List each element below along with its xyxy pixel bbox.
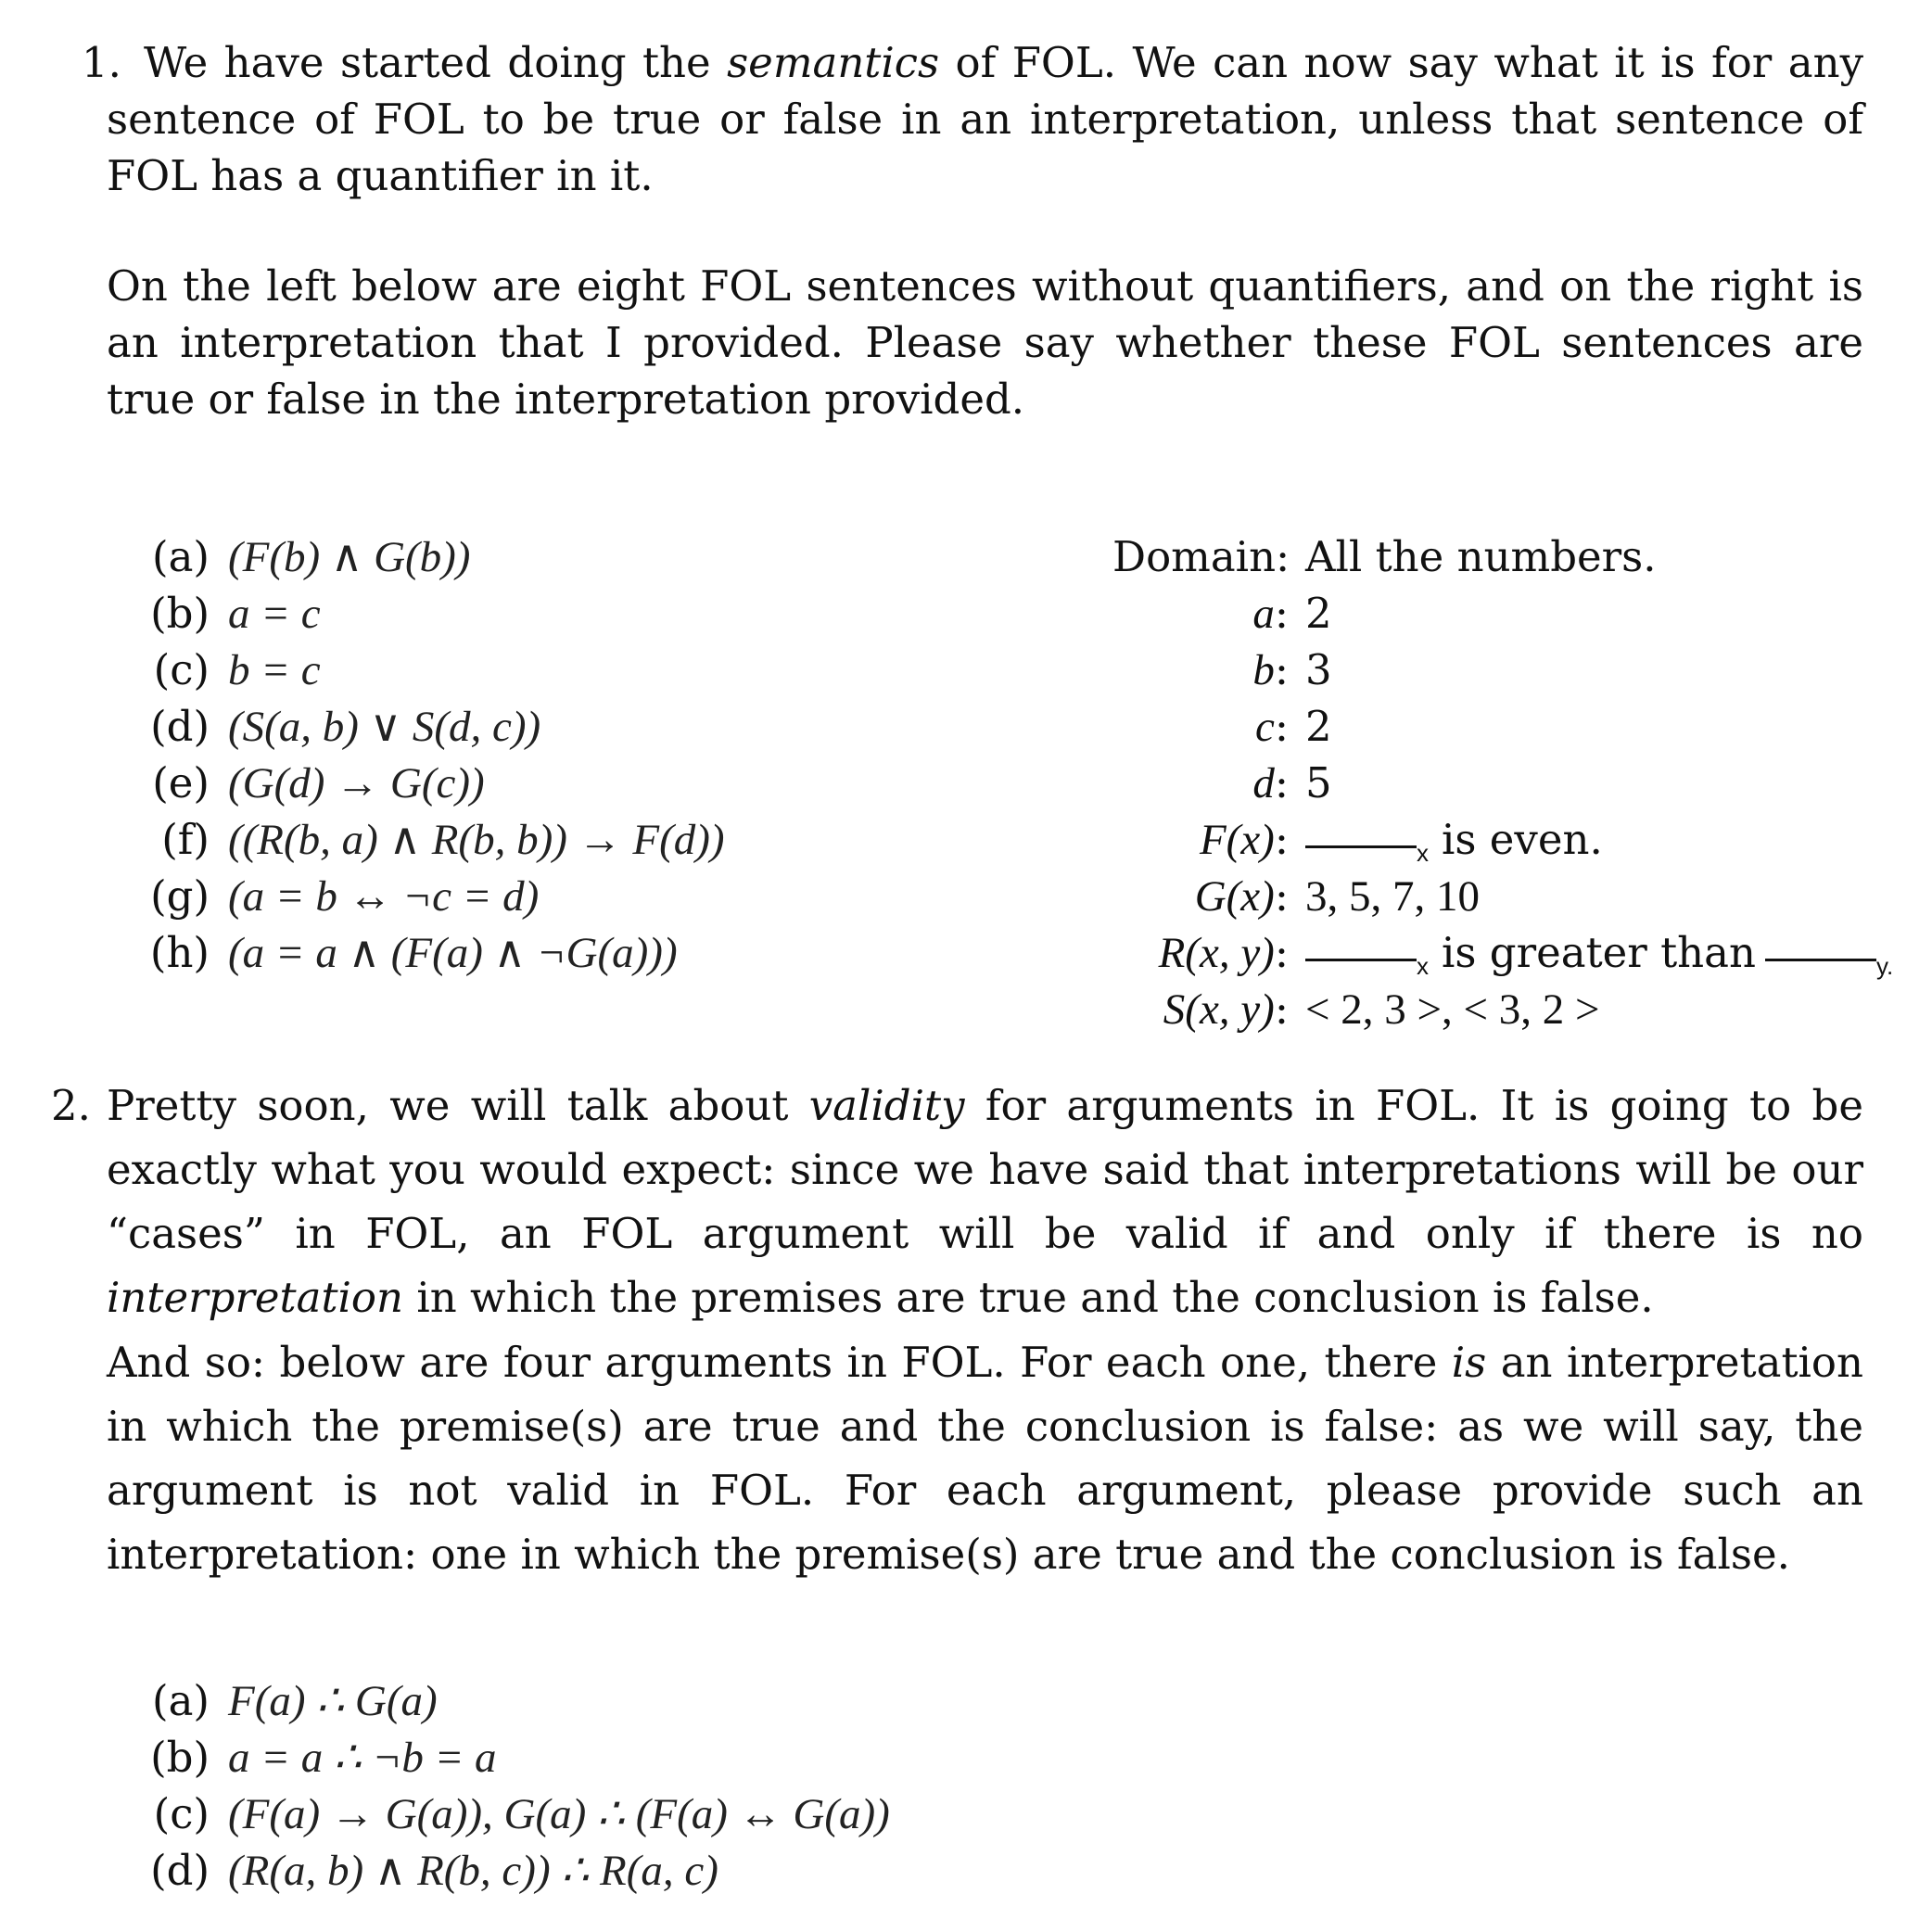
blank-subscript: x bbox=[1417, 839, 1429, 867]
constant-symbol: c bbox=[1254, 703, 1275, 751]
list-item bbox=[128, 528, 725, 585]
list-item bbox=[128, 698, 725, 755]
item-label: (h) bbox=[149, 928, 210, 977]
item-formula: (a = a ∧ (F(a) ∧ ¬G(a))) bbox=[228, 929, 678, 977]
constant-value: 2 bbox=[1305, 589, 1332, 638]
blank-subscript: y. bbox=[1875, 952, 1894, 980]
intro-text-rest: of FOL. We can now say what it is for any sentence of FOL to be true or false in an interpretation, unless that sentence of FOL has a quantifier in it. bbox=[107, 38, 1863, 200]
para-text: And so: below are four arguments in FOL. For each one, there bbox=[107, 1338, 1452, 1387]
para-emphasis: interpretation bbox=[107, 1273, 404, 1322]
item-label: (a) bbox=[152, 1676, 210, 1725]
list-item bbox=[128, 755, 725, 811]
item-formula: a = c bbox=[228, 590, 321, 638]
question-1-intro bbox=[107, 34, 1863, 204]
constant-key: c: bbox=[1254, 702, 1289, 751]
constant-row-c bbox=[1112, 698, 1906, 755]
list-item bbox=[128, 642, 725, 698]
intro-text: We have started doing the bbox=[144, 38, 728, 87]
constant-key: b: bbox=[1252, 645, 1289, 694]
constant-key: a: bbox=[1252, 589, 1289, 638]
item-label: (e) bbox=[152, 758, 210, 807]
item-formula: (S(a, b) ∨ S(d, c)) bbox=[228, 703, 541, 751]
para-emphasis: is bbox=[1451, 1338, 1487, 1387]
item-label: (f) bbox=[161, 815, 210, 864]
question-1-instructions: On the left below are eight FOL sentences without quantifiers, and on the right is an interpretation that I provided. Please say whether these FOL sentences are true or false in the interpretation provided. bbox=[107, 261, 1863, 424]
list-item bbox=[128, 811, 725, 868]
predicate-text: is greater than bbox=[1442, 928, 1756, 977]
para-text: in which the premises are true and the conclusion is false. bbox=[403, 1273, 1654, 1322]
question-2-paragraph-1 bbox=[107, 1074, 1863, 1329]
item-formula: b = c bbox=[228, 646, 321, 694]
predicate-symbol: S(x, y) bbox=[1163, 985, 1275, 1034]
list-item bbox=[128, 1842, 890, 1899]
domain-value: All the numbers. bbox=[1305, 532, 1657, 581]
predicate-row-S bbox=[1112, 981, 1906, 1037]
predicate-row-F bbox=[1112, 811, 1906, 868]
list-item bbox=[128, 868, 725, 924]
item-formula: (F(b) ∧ G(b)) bbox=[228, 533, 471, 581]
item-label: (a) bbox=[152, 532, 210, 581]
list-item bbox=[128, 585, 725, 642]
blank-subscript: x bbox=[1417, 952, 1429, 980]
constant-row-a bbox=[1112, 585, 1906, 642]
predicate-row-G bbox=[1112, 868, 1906, 924]
predicate-value: < 2, 3 >, < 3, 2 > bbox=[1305, 985, 1600, 1034]
item-formula: (a = b ↔ ¬c = d) bbox=[228, 872, 540, 921]
predicate-key: F(x): bbox=[1199, 815, 1289, 864]
predicate-symbol: F(x) bbox=[1199, 816, 1275, 864]
constant-key: d: bbox=[1252, 758, 1289, 807]
argument-list bbox=[128, 1672, 890, 1899]
list-item bbox=[128, 1786, 890, 1842]
predicate-key: S(x, y): bbox=[1163, 985, 1289, 1034]
list-item bbox=[128, 924, 725, 981]
constant-value: 2 bbox=[1305, 702, 1332, 751]
list-item bbox=[128, 1729, 890, 1786]
domain-row bbox=[1112, 528, 1906, 585]
item-label: (c) bbox=[153, 645, 210, 694]
constant-symbol: b bbox=[1252, 646, 1275, 694]
item-formula: F(a) ∴ G(a) bbox=[228, 1677, 438, 1725]
item-formula: (G(d) → G(c)) bbox=[228, 759, 485, 807]
para-text: an interpretation in which the premise(s) are true and the conclusion is false: as we will say, the argument is not valid in FOL. For each argument, please provide such an interpretation: one in which the premise(s) are true and the conclusion is false. bbox=[107, 1338, 1863, 1579]
blank-line bbox=[1305, 845, 1417, 848]
item-formula: a = a ∴ ¬b = a bbox=[228, 1734, 497, 1782]
blank-line bbox=[1305, 958, 1417, 961]
item-formula: (F(a) → G(a)), G(a) ∴ (F(a) ↔ G(a)) bbox=[228, 1790, 890, 1838]
constant-symbol: a bbox=[1252, 590, 1275, 638]
para-text: for arguments in FOL. It is going to be exactly what you would expect: since we have said that interpretations will be our “cases” in FOL, an FOL argument will be valid if and only if there is no bbox=[107, 1081, 1863, 1258]
item-label: (d) bbox=[150, 1846, 210, 1895]
constant-symbol: d bbox=[1252, 759, 1275, 807]
blank-line bbox=[1765, 958, 1876, 961]
item-label: (g) bbox=[150, 871, 210, 921]
item-label: (c) bbox=[153, 1789, 210, 1838]
para-text: Pretty soon, we will talk about bbox=[107, 1081, 809, 1130]
interpretation-table bbox=[1112, 528, 1906, 1037]
item-formula: (R(a, b) ∧ R(b, c)) ∴ R(a, c) bbox=[228, 1847, 718, 1895]
sentence-list bbox=[128, 528, 725, 981]
list-item bbox=[128, 1672, 890, 1729]
item-formula: ((R(b, a) ∧ R(b, b)) → F(d)) bbox=[228, 816, 725, 864]
predicate-value: 3, 5, 7, 10 bbox=[1305, 872, 1480, 921]
constant-row-b bbox=[1112, 642, 1906, 698]
constant-row-d bbox=[1112, 755, 1906, 811]
predicate-row-R bbox=[1112, 924, 1906, 981]
question-1-number: 1. bbox=[82, 38, 121, 87]
item-label: (d) bbox=[150, 702, 210, 751]
predicate-symbol: G(x) bbox=[1194, 872, 1275, 921]
item-label: (b) bbox=[150, 589, 210, 638]
constant-value: 3 bbox=[1305, 645, 1332, 694]
predicate-text: is even. bbox=[1442, 815, 1603, 864]
question-2-paragraph-2 bbox=[107, 1330, 1863, 1586]
item-label: (b) bbox=[150, 1733, 210, 1782]
para-emphasis: validity bbox=[808, 1081, 965, 1130]
predicate-key: R(x, y): bbox=[1158, 928, 1289, 977]
intro-emphasis: semantics bbox=[727, 38, 940, 87]
predicate-key: G(x): bbox=[1194, 871, 1289, 921]
constant-value: 5 bbox=[1305, 758, 1332, 807]
predicate-symbol: R(x, y) bbox=[1158, 929, 1275, 977]
question-2-number: 2. bbox=[51, 1081, 91, 1130]
domain-key: Domain: bbox=[1112, 532, 1290, 581]
